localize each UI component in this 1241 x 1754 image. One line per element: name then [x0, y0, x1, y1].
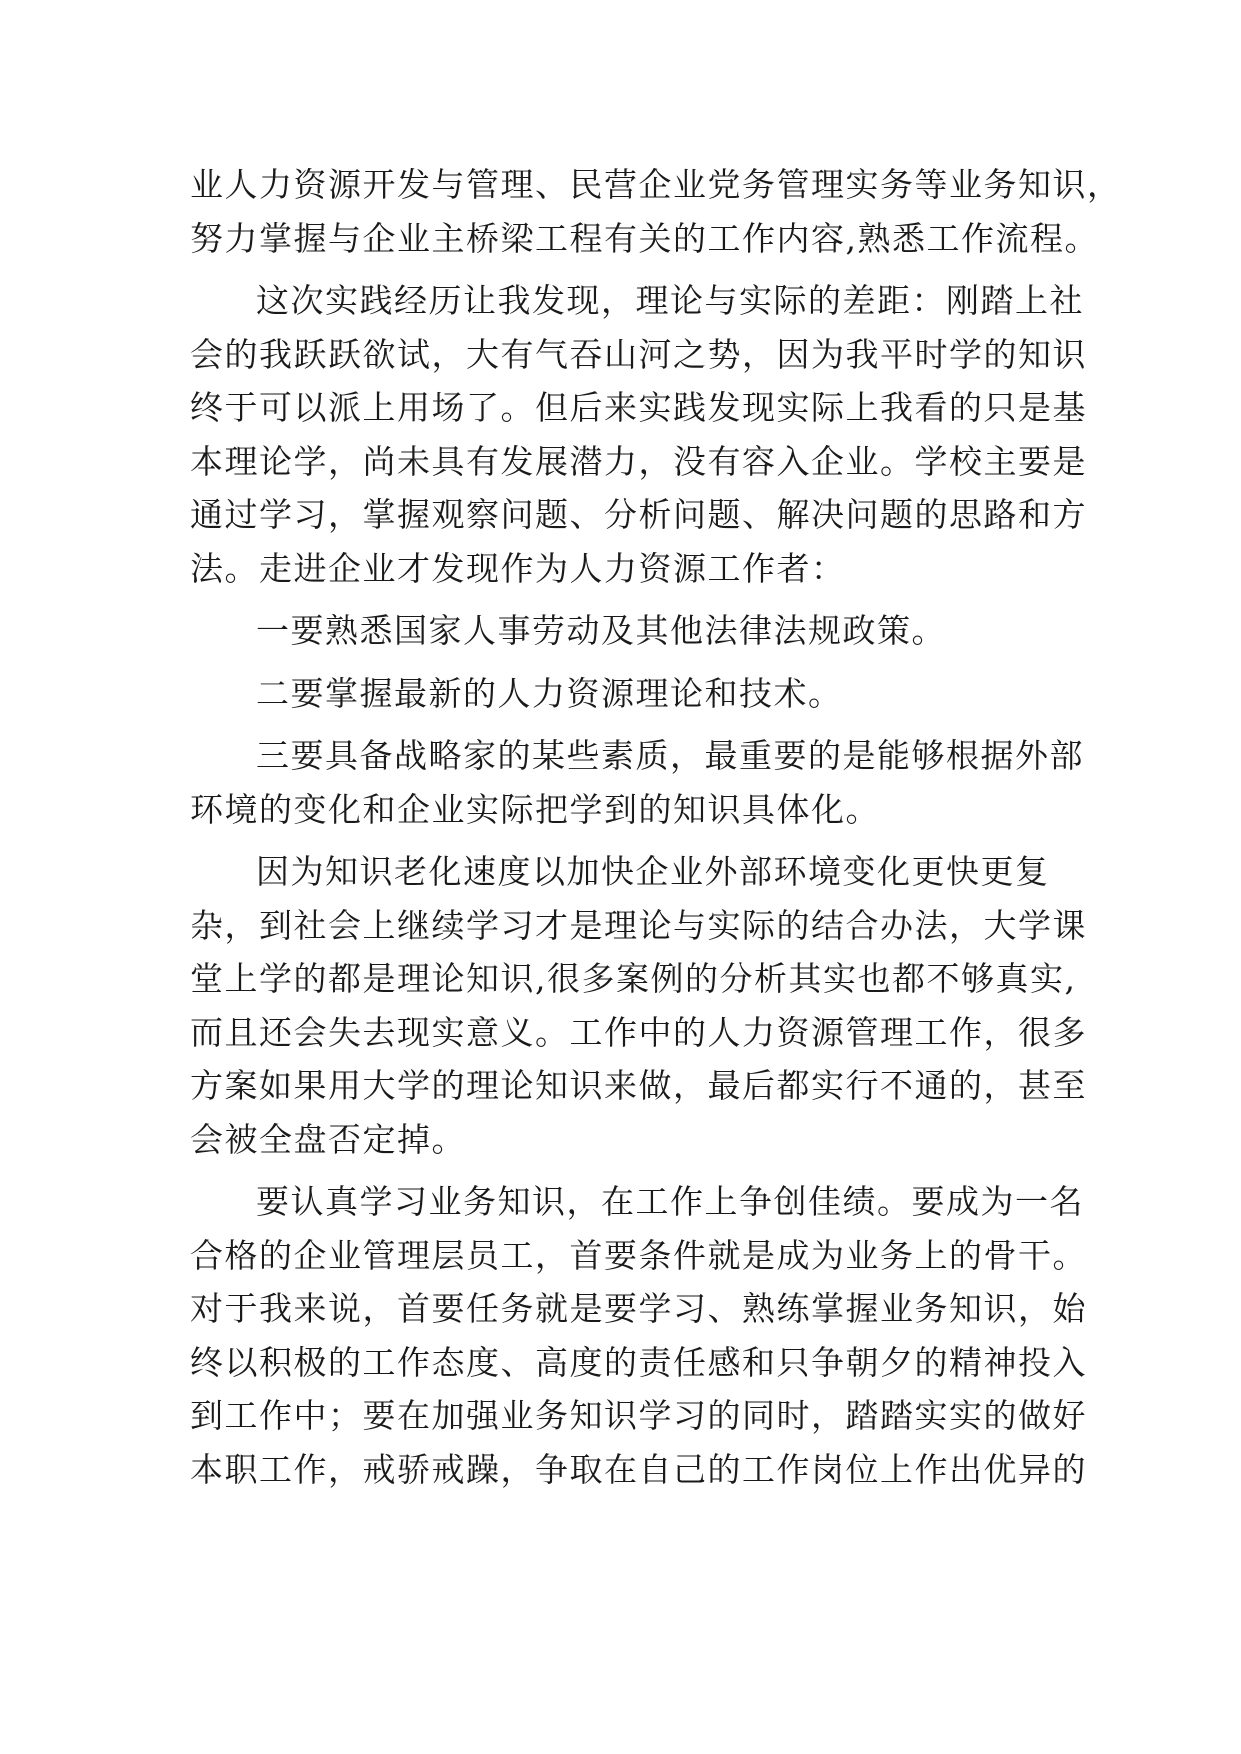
text-line: 方案如果用大学的理论知识来做，最后都实行不通的，甚至	[190, 1066, 1087, 1105]
text-line: 法。走进企业才发现作为人力资源工作者：	[190, 548, 846, 588]
list-item-line: 一要熟悉国家人事劳动及其他法律法规政策。	[256, 611, 946, 650]
text-line: 杂，到社会上继续学习才是理论与实际的结合办法，大学课	[190, 905, 1087, 945]
text-line: 合格的企业管理层员工，首要条件就是成为业务上的骨干。	[190, 1235, 1087, 1275]
text-line: 会的我跃跃欲试，大有气吞山河之势，因为我平时学的知识	[190, 334, 1087, 374]
paragraph-first-line: 要认真学习业务知识，在工作上争创佳绩。要成为一名	[256, 1182, 1084, 1221]
text-line: 终以积极的工作态度、高度的责任感和只争朝夕的精神投入	[190, 1342, 1087, 1382]
text-line: 业人力资源开发与管理、民营企业党务管理实务等业务知识，	[190, 165, 1122, 204]
paragraph-first-line: 这次实践经历让我发现，理论与实际的差距：刚踏上社	[256, 281, 1084, 320]
list-item-line: 三要具备战略家的某些素质，最重要的是能够根据外部	[256, 736, 1084, 775]
text-line: 终于可以派上用场了。但后来实践发现实际上我看的只是基	[190, 388, 1087, 427]
text-line: 努力掌握与企业主桥梁工程有关的工作内容,熟悉工作流程。	[190, 218, 1099, 258]
text-line: 而且还会失去现实意义。工作中的人力资源管理工作，很多	[190, 1012, 1087, 1052]
paragraph-first-line: 因为知识老化速度以加快企业外部环境变化更快更复	[256, 852, 1050, 891]
text-line: 环境的变化和企业实际把学到的知识具体化。	[190, 789, 880, 829]
text-line: 本理论学，尚未具有发展潜力，没有容入企业。学校主要是	[190, 441, 1087, 481]
list-item-line: 二要掌握最新的人力资源理论和技术。	[256, 673, 843, 713]
text-line: 通过学习，掌握观察问题、分析问题、解决问题的思路和方	[190, 495, 1087, 534]
body-text	[190, 158, 1122, 1496]
text-line: 堂上学的都是理论知识,很多案例的分析其实也都不够真实,	[190, 959, 1077, 998]
text-line: 本职工作，戒骄戒躁，争取在自己的工作岗位上作出优异的	[190, 1449, 1087, 1489]
text-line: 对于我来说，首要任务就是要学习、熟练掌握业务知识，始	[190, 1289, 1087, 1328]
text-line: 会被全盘否定掉。	[190, 1119, 466, 1159]
text-line: 到工作中；要在加强业务知识学习的同时，踏踏实实的做好	[190, 1396, 1087, 1435]
